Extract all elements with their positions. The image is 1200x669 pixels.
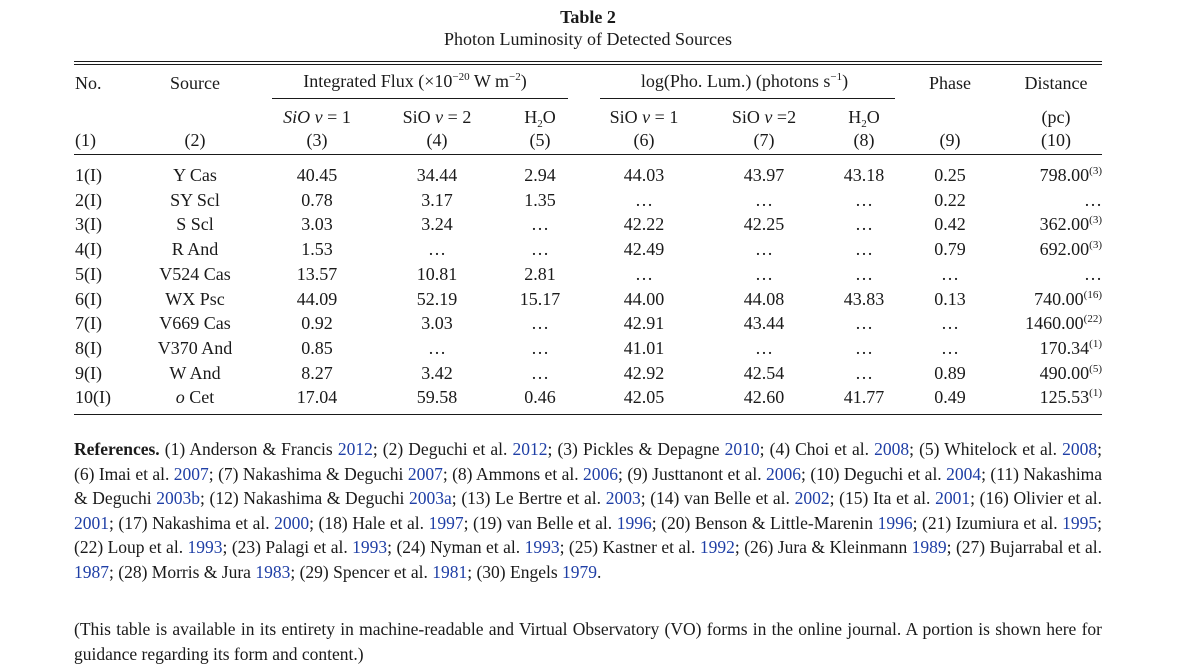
table-cell-l3: …: [855, 263, 873, 284]
reference-year-link[interactable]: 2008: [874, 439, 910, 459]
reference-separator: ;: [467, 561, 477, 582]
reference-separator: ;: [909, 439, 920, 459]
table-cell-source: V669 Cas: [159, 313, 231, 334]
table-cell-f2: 10.81: [416, 263, 458, 284]
reference-separator: ;: [372, 439, 383, 459]
reference-year-link[interactable]: 2006: [766, 463, 802, 484]
table-cell-source: SY Scl: [170, 189, 220, 210]
table-cell-l3: …: [855, 362, 873, 383]
reference-separator: ;: [290, 561, 300, 582]
table-cell-l3: …: [855, 337, 873, 358]
reference-text: (10) Deguchi et al.: [810, 463, 947, 484]
table-cell-phase: …: [941, 263, 959, 284]
col-number-1: (1): [75, 130, 96, 150]
distance-value: 362.00: [1039, 214, 1090, 235]
references-note: [74, 437, 1102, 585]
reference-text: (2) Deguchi et al.: [382, 439, 513, 459]
col-header-sio-v2: SiO v = 2: [402, 107, 472, 127]
reference-year-link[interactable]: 1995: [1062, 512, 1098, 533]
reference-separator: ;: [222, 537, 232, 558]
reference-year-link[interactable]: 2001: [935, 488, 971, 509]
reference-year-link[interactable]: 1989: [911, 537, 947, 558]
col-header-h2o-lum: $H_2O$: [848, 107, 880, 130]
reference-year-link[interactable]: 2006: [583, 463, 619, 484]
table-cell-l3: …: [855, 214, 873, 235]
distance-reference: (5): [1089, 362, 1102, 375]
reference-text: (17) Nakashima et al.: [118, 512, 275, 533]
availability-note: (This table is available in its entirety in machine-readable and Virtual Observatory (VO) forms in the online journal. A portion is shown here for guidance regarding its form and content.): [74, 619, 1102, 664]
reference-separator: ;: [1097, 439, 1102, 459]
table-cell-no: 7(I): [75, 313, 102, 334]
table-cell-f2: 3.42: [421, 362, 453, 383]
reference-separator: ;: [801, 463, 811, 484]
reference-separator: ;: [109, 512, 119, 533]
table-cell-no: 6(I): [75, 288, 102, 309]
distance-value: …: [1084, 189, 1102, 210]
reference-text: (6) Imai et al.: [74, 463, 174, 484]
table-cell-f1: 40.45: [296, 165, 338, 185]
table-cell-source: W And: [169, 362, 221, 383]
reference-separator: ;: [759, 439, 770, 459]
reference-separator: ;: [640, 488, 651, 509]
table-cell-l3: …: [855, 313, 873, 334]
table-cell-l1: 42.49: [623, 239, 665, 260]
col-number-4: (4): [426, 130, 448, 150]
table-cell-l2: …: [755, 263, 773, 284]
reference-text: (27) Bujarrabal et al.: [955, 537, 1102, 558]
reference-year-link[interactable]: 1993: [352, 537, 388, 558]
col-number-9: (9): [939, 130, 961, 150]
table-cell-l3: 43.83: [843, 288, 885, 309]
reference-year-link[interactable]: 2012: [337, 439, 373, 459]
reference-year-link[interactable]: 2003b: [156, 488, 200, 509]
table-cell-no: 2(I): [75, 189, 102, 210]
table-cell-phase: …: [941, 337, 959, 358]
reference-text: (30) Engels: [476, 561, 563, 582]
table-cell-source: R And: [171, 239, 219, 260]
reference-text: (9) Justtanont et al.: [627, 463, 767, 484]
table-cell-dist: [990, 263, 1102, 285]
table-cell-f3: 2.94: [524, 165, 556, 185]
header-rule: [74, 154, 1102, 155]
table-cell-phase: 0.79: [934, 239, 966, 260]
reference-year-link[interactable]: 2003: [605, 488, 641, 509]
distance-value: 125.53: [1039, 387, 1090, 408]
reference-year-link[interactable]: 2000: [274, 512, 310, 533]
table-cell-f2: 52.19: [416, 288, 458, 309]
table-cell-l1: …: [635, 263, 653, 284]
reference-text: (28) Morris & Jura: [118, 561, 256, 582]
distance-reference: (1): [1089, 387, 1102, 400]
table-subtitle: Photon Luminosity of Detected Sources: [444, 29, 732, 49]
table-cell-f1: 0.78: [301, 189, 333, 210]
table-cell-no: 3(I): [75, 214, 102, 235]
reference-year-link[interactable]: 2003a: [409, 488, 452, 509]
distance-reference: (16): [1083, 288, 1102, 301]
top-rule: [74, 61, 1102, 62]
table-cell-f2: 34.44: [416, 165, 458, 185]
col-number-2: (2): [184, 130, 206, 150]
reference-separator: ;: [559, 537, 569, 558]
table-cell-dist: [990, 164, 1102, 189]
table-cell-phase: …: [941, 313, 959, 334]
reference-text: (24) Nyman et al.: [396, 537, 525, 558]
table-cell-no: 5(I): [75, 263, 102, 284]
table-cell-phase: 0.13: [934, 288, 966, 309]
table-cell-f2: …: [428, 239, 446, 260]
table-cell-l1: …: [635, 189, 653, 210]
reference-separator: ;: [618, 463, 628, 484]
table-cell-no: 1(I): [75, 165, 102, 185]
col-number-8: (8): [853, 130, 875, 150]
table-cell-f1: 8.27: [301, 362, 333, 383]
table-cell-f1: 44.09: [296, 288, 338, 309]
references-label: References.: [74, 439, 160, 459]
reference-separator: ;: [463, 512, 473, 533]
reference-text: (15) Ita et al.: [839, 488, 936, 509]
reference-year-link[interactable]: 1981: [432, 561, 468, 582]
table-cell-l3: 41.77: [843, 387, 885, 408]
table-cell-dist: [990, 189, 1102, 211]
col-header-phase: Phase: [929, 73, 971, 93]
distance-reference: (1): [1089, 337, 1102, 350]
table-cell-l3: 43.18: [843, 165, 885, 185]
table-cell-dist: [990, 312, 1102, 337]
table-cell-phase: 0.89: [934, 362, 966, 383]
reference-separator: ;: [547, 439, 558, 459]
table-cell-dist: [990, 238, 1102, 263]
reference-separator: ;: [970, 488, 980, 509]
reference-year-link[interactable]: 2002: [794, 488, 830, 509]
distance-value: 1460.00: [1025, 313, 1084, 334]
reference-text: (4) Choi et al.: [769, 439, 875, 459]
reference-year-link[interactable]: 1983: [255, 561, 291, 582]
reference-text: (8) Ammons et al.: [452, 463, 584, 484]
reference-separator: ;: [829, 488, 840, 509]
reference-year-link[interactable]: 2004: [946, 463, 982, 484]
col-header-lum-sio-v2: SiO v =2: [731, 107, 797, 127]
table-cell-l2: 42.60: [743, 387, 785, 408]
reference-year-link[interactable]: 1992: [699, 537, 735, 558]
reference-year-link[interactable]: 2001: [74, 512, 109, 533]
table-cell-source: V370 And: [157, 337, 233, 358]
reference-year-link[interactable]: 2008: [1062, 439, 1098, 459]
reference-year-link[interactable]: 1987: [74, 561, 109, 582]
table-cell-source: Y Cas: [173, 165, 217, 185]
reference-year-link[interactable]: 1993: [187, 537, 223, 558]
reference-text: (22) Loup et al.: [74, 537, 188, 558]
reference-text: (11) Nakashima & Deguchi: [74, 463, 1103, 509]
reference-text: (7) Nakashima & Deguchi: [218, 463, 408, 484]
table-cell-f3: 15.17: [519, 288, 561, 309]
reference-year-link[interactable]: 2010: [724, 439, 760, 459]
reference-year-link[interactable]: 1979: [562, 561, 598, 582]
reference-text: (21) Izumiura et al.: [922, 512, 1063, 533]
table-cell-l2: 43.44: [743, 313, 785, 334]
table-cell-dist: [990, 288, 1102, 313]
table-cell-f2: …: [428, 337, 446, 358]
table-cell-f3: …: [531, 337, 549, 358]
reference-text: (25) Kastner et al.: [568, 537, 700, 558]
table-cell-dist: [990, 337, 1102, 362]
col-header-h2o-flux: $H_2O$: [524, 107, 556, 130]
col-number-6: (6): [633, 130, 655, 150]
reference-year-link[interactable]: 1993: [524, 537, 560, 558]
table-cell-l1: 42.05: [623, 387, 665, 408]
reference-separator: ;: [981, 463, 991, 484]
table-cell-l2: …: [755, 337, 773, 358]
col-header-distance-unit: (pc): [1041, 107, 1071, 127]
table-cell-source: S Scl: [176, 214, 214, 235]
table-cell-f1: 13.57: [296, 263, 338, 284]
col-number-5: (5): [529, 130, 551, 150]
table-cell-phase: 0.49: [934, 387, 966, 408]
col-header-distance: Distance: [1024, 73, 1088, 93]
table-cell-f1: 3.03: [301, 214, 333, 235]
reference-separator: ;: [451, 488, 462, 509]
reference-separator: ;: [734, 537, 745, 558]
table-cell-no: 10(I): [75, 387, 111, 408]
col-header-sio-v1: SiO v = 1: [283, 107, 351, 127]
reference-separator: ;: [912, 512, 923, 533]
reference-text: (26) Jura & Kleinmann: [744, 537, 912, 558]
table-cell-f2: 59.58: [416, 387, 458, 408]
reference-separator: ;: [309, 512, 319, 533]
reference-year-link[interactable]: 1997: [428, 512, 464, 533]
table-cell-f3: 0.46: [524, 387, 556, 408]
table-cell-f1: 17.04: [296, 387, 338, 408]
col-header-no: No.: [75, 73, 102, 93]
table-cell-phase: 0.22: [934, 189, 966, 210]
reference-text: (23) Palagi et al.: [231, 537, 353, 558]
distance-value: 798.00: [1039, 165, 1090, 185]
table-cell-l3: …: [855, 189, 873, 210]
distance-reference: (3): [1089, 239, 1102, 252]
reference-separator: ;: [208, 463, 219, 484]
reference-year-link[interactable]: 1996: [616, 512, 652, 533]
reference-text: (12) Nakashima & Deguchi: [209, 488, 410, 509]
reference-separator: ;: [200, 488, 210, 509]
bottom-rule: [74, 414, 1102, 415]
table-cell-l1: 44.00: [623, 288, 665, 309]
table-cell-source: WX Psc: [165, 288, 225, 309]
table-cell-f3: 1.35: [524, 189, 556, 210]
col-number-3: (3): [306, 130, 328, 150]
reference-separator: ;: [387, 537, 397, 558]
distance-reference: (3): [1089, 165, 1102, 177]
reference-separator: ;: [1097, 512, 1103, 533]
table-cell-l2: 42.25: [743, 214, 785, 235]
table-cell-f1: 0.85: [301, 337, 333, 358]
table-cell-l1: 42.92: [623, 362, 665, 383]
distance-reference: (22): [1083, 313, 1102, 326]
reference-separator: ;: [442, 463, 453, 484]
table-cell-dist: [990, 362, 1102, 387]
reference-separator: ;: [651, 512, 662, 533]
col-number-10: (10): [1041, 130, 1071, 150]
table-cell-dist: [990, 213, 1102, 238]
table-cell-l2: …: [755, 239, 773, 260]
reference-text: (20) Benson & Little-Marenin: [661, 512, 878, 533]
reference-text: (14) van Belle et al.: [650, 488, 795, 509]
table-cell-phase: 0.25: [934, 165, 966, 185]
table-cell-f1: 0.92: [301, 313, 333, 334]
table-cell-f3: …: [531, 239, 549, 260]
table-cell-l2: 44.08: [743, 288, 785, 309]
table-cell-f2: 3.24: [421, 214, 453, 235]
table-cell-l2: …: [755, 189, 773, 210]
distance-value: …: [1084, 263, 1102, 284]
reference-year-link[interactable]: 2012: [512, 439, 548, 459]
reference-year-link[interactable]: 1996: [877, 512, 913, 533]
luminosity-group-underline: [600, 98, 895, 99]
table-cell-f3: 2.81: [524, 263, 556, 284]
table-cell-l1: 41.01: [623, 337, 665, 358]
distance-value: 170.34: [1039, 337, 1090, 358]
table-cell-l2: 43.97: [743, 165, 785, 185]
reference-year-link[interactable]: 2007: [173, 463, 209, 484]
col-number-7: (7): [753, 130, 775, 150]
reference-text: (29) Spencer et al.: [299, 561, 433, 582]
group-header-photon-luminosity: log(Pho. Lum.) (photons $s^{-1}$): [640, 71, 849, 91]
distance-value: 740.00: [1034, 288, 1084, 309]
reference-text: (16) Olivier et al.: [979, 488, 1102, 509]
reference-text: (1) Anderson & Francis: [164, 439, 338, 459]
table-cell-dist: [990, 386, 1102, 411]
table-cell-l1: 42.22: [623, 214, 665, 235]
table-cell-phase: 0.42: [934, 214, 966, 235]
reference-text: (19) van Belle et al.: [472, 512, 617, 533]
table-cell-f2: 3.03: [421, 313, 453, 334]
table-cell-l3: …: [855, 239, 873, 260]
table-title: Table 2: [560, 7, 616, 27]
table-cell-source: V524 Cas: [159, 263, 231, 284]
flux-group-underline: [272, 98, 568, 99]
reference-year-link[interactable]: 2007: [407, 463, 443, 484]
table-cell-l1: 42.91: [623, 313, 665, 334]
group-header-integrated-flux: Integrated Flux ($\times 10^{-20}$ W $m^{-2}$): [303, 71, 527, 91]
table-cell-f3: …: [531, 214, 549, 235]
table-cell-no: 4(I): [75, 239, 102, 260]
reference-text: (5) Whitelock et al.: [919, 439, 1063, 459]
table-cell-no: 9(I): [75, 362, 102, 383]
table-cell-l1: 44.03: [623, 165, 665, 185]
table-cell-l2: 42.54: [743, 362, 785, 383]
col-header-source: Source: [170, 73, 220, 93]
table-cell-f3: …: [531, 313, 549, 334]
table-cell-f2: 3.17: [421, 189, 453, 210]
table-cell-source: o Cet: [175, 387, 215, 408]
distance-reference: (3): [1089, 214, 1102, 227]
reference-text: (13) Le Bertre et al.: [461, 488, 606, 509]
col-header-lum-sio-v1: SiO v = 1: [609, 107, 679, 127]
top-rule-second: [74, 64, 1102, 65]
reference-separator: .: [597, 561, 602, 582]
table-cell-f1: 1.53: [301, 239, 333, 260]
distance-value: 692.00: [1039, 239, 1090, 260]
table-cell-no: 8(I): [75, 337, 102, 358]
reference-separator: ;: [946, 537, 956, 558]
table-cell-f3: …: [531, 362, 549, 383]
reference-text: (3) Pickles & Depagne: [557, 439, 725, 459]
reference-separator: ;: [109, 561, 119, 582]
reference-text: (18) Hale et al.: [318, 512, 429, 533]
distance-value: 490.00: [1039, 362, 1090, 383]
